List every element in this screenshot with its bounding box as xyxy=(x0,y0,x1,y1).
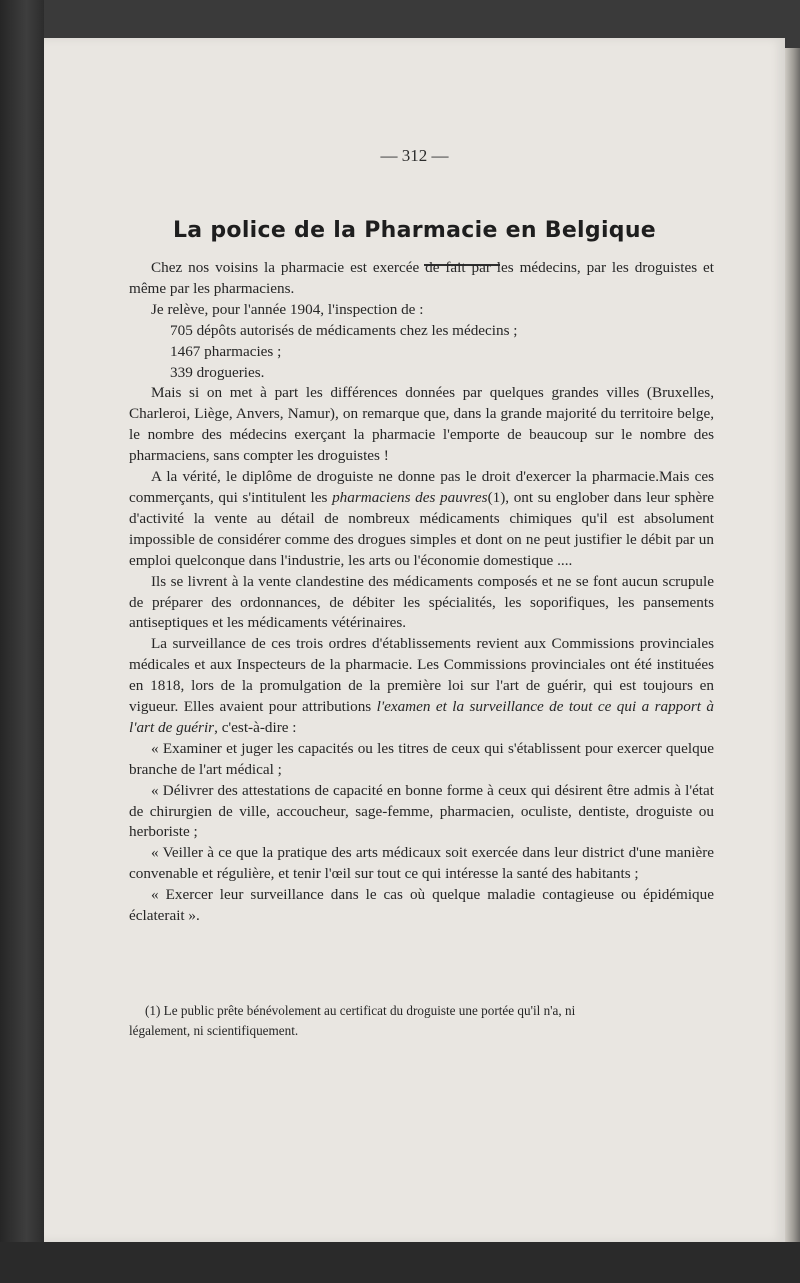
paragraph xyxy=(129,467,714,572)
quote-paragraph: « Examiner et juger les capacités ou les titres de ceux qui s'établissent pour exercer quelque branche de l'art médical ; xyxy=(129,739,714,778)
text-run: (1), ont su englober dans leur sphère d'activité la vente au détail de nombreux médicaments chimiques qu'il est absolument impossible de considérer comme des drogues simples et dont on ne peut justifier le débit par un emploi quelconque dans l'industrie, les arts ou l'économie domestique .... xyxy=(129,488,714,569)
paragraph: Chez nos voisins la pharmacie est exercée de fait par les médecins, par les droguistes et même par les pharmaciens. xyxy=(129,259,714,297)
scan-background-left xyxy=(0,0,44,1283)
paragraph xyxy=(129,634,714,739)
text-run: A la vérité, le diplôme de droguiste ne donne pas le droit d'exercer la pharmacie.Mais ces commerçants, qui s'intitulent les xyxy=(129,468,714,506)
paragraph: Ils se livrent à la vente clandestine des médicaments composés et ne se font aucun scrupule de préparer des ordonnances, de débiter les spécialités, les soporifiques, les pansements antiseptiques et les médicaments vétérinaires. xyxy=(129,572,714,632)
text-run: , c'est-à-dire : xyxy=(214,718,297,736)
footnote-line: légalement, ni scientifiquement. xyxy=(129,1022,299,1038)
italic-text: pharmaciens des pauvres xyxy=(332,488,488,506)
quote-paragraph: « Exercer leur surveillance dans le cas où quelque maladie contagieuse ou épidémique éclaterait ». xyxy=(129,886,714,925)
quote-paragraph: « Veiller à ce que la pratique des arts médicaux soit exercée dans leur district d'une manière convenable et régulière, et tenir l'œil sur tout ce qui intéresse la santé des habitants ; xyxy=(129,844,714,883)
paragraph: Je relève, pour l'année 1904, l'inspection de : xyxy=(151,300,424,318)
scan-background-bottom xyxy=(0,1242,800,1283)
footnote-line: (1) Le public prête bénévolement au certificat du droguiste une portée qu'il n'a, ni xyxy=(145,1003,576,1018)
text-run: La surveillance de ces trois ordres d'établissements revient aux Commissions provinciales médicales et aux Inspecteurs de la pharmacie. Les Commissions provinciales ont été instituées en 1818, lors de la promulgation de la première loi sur l'art de guérir, qui est toujours en vigueur. Elles avaient pour attributions xyxy=(129,635,714,716)
page-edge xyxy=(785,48,800,1242)
paragraph: Mais si on met à part les différences données par quelques grandes villes (Bruxelles, Charleroi, Liège, Anvers, Namur), on remarque que, dans la grande majorité du territoire belge, le nombre des médecins exerçant la pharmacie l'emporte de beaucoup sur le nombre des pharmaciens, sans compter les droguistes ! xyxy=(129,384,714,465)
body-text xyxy=(129,258,714,927)
quote-paragraph: « Délivrer des attestations de capacité en bonne forme à ceux qui désirent être admis à l'état de chirurgien de ville, accoucheur, sage-femme, pharmacien, oculiste, dentiste, droguiste ou herboriste ; xyxy=(129,781,714,841)
list-item: 705 dépôts autorisés de médicaments chez les médecins ; xyxy=(170,321,518,339)
page-title: La police de la Pharmacie en Belgique xyxy=(172,218,657,243)
list-item: 1467 pharmacies ; xyxy=(170,342,282,360)
italic-text: l'examen et la surveillance de tout ce qui a rapport à l'art de guérir xyxy=(129,698,714,736)
footnote xyxy=(129,1001,710,1040)
list-item: 339 drogueries. xyxy=(170,363,265,381)
page-number: — 312 — xyxy=(380,146,449,165)
